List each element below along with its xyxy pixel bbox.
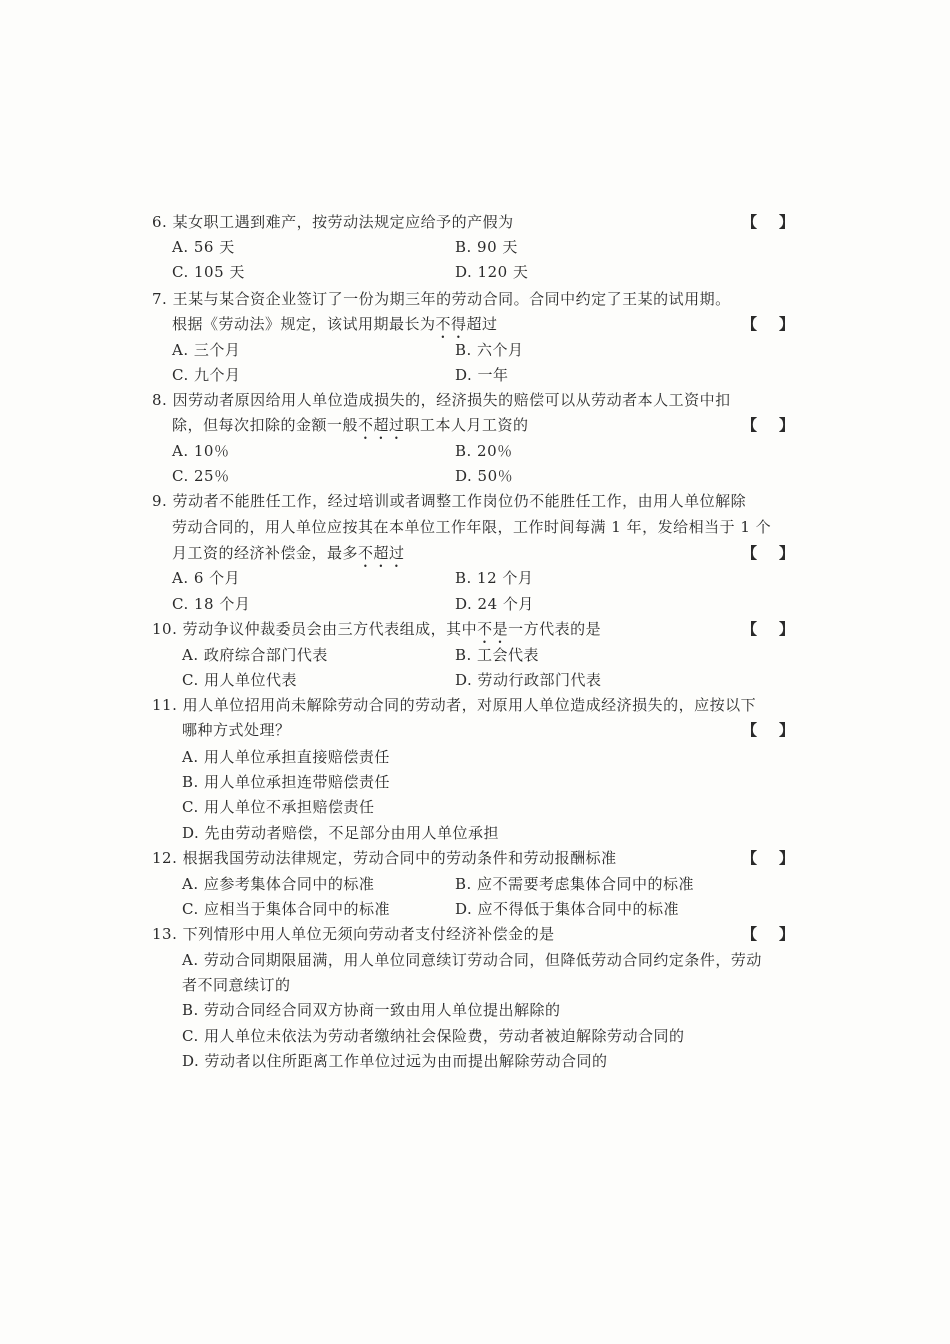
- q9-option-b: B. 12 个月: [455, 569, 534, 587]
- q12-option-a: A. 应参考集体合同中的标准: [182, 875, 375, 893]
- q13-stem: 13. 下列情形中用人单位无须向劳动者支付经济补偿金的是: [152, 925, 555, 943]
- q13-option-a-line1: A. 劳动合同期限届满，用人单位同意续订劳动合同，但降低劳动合同约定条件，劳动: [182, 951, 762, 969]
- q9-answer-bracket: 【】: [742, 544, 817, 562]
- q6-option-b: B. 90 天: [455, 238, 518, 256]
- q9-stem-line1: 9. 劳动者不能胜任工作，经过培训或者调整工作岗位仍不能胜任工作，由用人单位解除: [152, 492, 747, 510]
- q8-stem-line2: [172, 415, 529, 443]
- q12-stem: 12. 根据我国劳动法律规定，劳动合同中的劳动条件和劳动报酬标准: [152, 849, 617, 867]
- q10-stem-pre: 10. 劳动争议仲裁委员会由三方代表组成，其中: [152, 620, 478, 638]
- q12-option-c: C. 应相当于集体合同中的标准: [182, 900, 390, 918]
- q6-answer-bracket: 【】: [742, 213, 817, 231]
- q8-stem-pre: 除，但每次扣除的金额一般: [172, 416, 359, 434]
- q8-stem-post: 职工本人月工资的: [404, 416, 529, 434]
- q10-option-b: B. 工会代表: [455, 646, 540, 664]
- q13-option-c: C. 用人单位未依法为劳动者缴纳社会保险费，劳动者被迫解除劳动合同的: [182, 1027, 685, 1045]
- q9-stem-line3: [172, 543, 405, 571]
- q7-answer-bracket: 【】: [742, 315, 817, 333]
- q10-stem: [152, 619, 601, 647]
- q9-stem-pre: 月工资的经济补偿金，最多: [172, 544, 359, 562]
- q7-option-b: B. 六个月: [455, 341, 524, 359]
- q11-answer-bracket: 【】: [742, 721, 817, 739]
- q9-stem-line2: 劳动合同的，用人单位应按其在本单位工作年限，工作时间每满 1 年，发给相当于 1 个: [172, 518, 772, 536]
- q7-stem-post: 超过: [466, 315, 498, 333]
- q7-option-a: A. 三个月: [172, 341, 241, 359]
- q8-option-b: B. 20％: [455, 442, 513, 460]
- q13-answer-bracket: 【】: [742, 925, 817, 943]
- q8-option-a: A. 10％: [172, 442, 230, 460]
- q10-option-a: A. 政府综合部门代表: [182, 646, 328, 664]
- q6-option-c: C. 105 天: [172, 263, 245, 281]
- q8-option-c: C. 25％: [172, 467, 230, 485]
- q9-option-d: D. 24 个月: [455, 595, 534, 613]
- q7-option-d: D. 一年: [455, 366, 509, 384]
- q7-stem-line1: 7. 王某与某合资企业签订了一份为期三年的劳动合同。合同中约定了王某的试用期。: [152, 290, 731, 308]
- q11-option-d: D. 先由劳动者赔偿，不足部分由用人单位承担: [182, 824, 500, 842]
- q6-stem: 6. 某女职工遇到难产，按劳动法规定应给予的产假为: [152, 213, 514, 231]
- q11-option-a: A. 用人单位承担直接赔偿责任: [182, 748, 390, 766]
- q12-answer-bracket: 【】: [742, 849, 817, 867]
- q8-stem-emphasis: 不超过: [358, 416, 405, 434]
- q13-option-a-line2: 者不同意续订的: [182, 976, 291, 994]
- q10-answer-bracket: 【】: [742, 620, 817, 638]
- q13-option-b: B. 劳动合同经合同双方协商一致由用人单位提出解除的: [182, 1001, 561, 1019]
- q10-stem-post: 一方代表的是: [508, 620, 602, 638]
- q11-stem-line2: 哪种方式处理？: [182, 721, 291, 739]
- q12-option-b: B. 应不需要考虑集体合同中的标准: [455, 875, 695, 893]
- q7-option-c: C. 九个月: [172, 366, 241, 384]
- q8-option-d: D. 50％: [455, 467, 514, 485]
- q9-stem-emphasis: 不超过: [358, 544, 405, 562]
- q7-stem-emphasis: 不得: [435, 315, 467, 333]
- q11-option-b: B. 用人单位承担连带赔偿责任: [182, 773, 391, 791]
- q10-option-d: D. 劳动行政部门代表: [455, 671, 602, 689]
- q9-option-a: A. 6 个月: [172, 569, 241, 587]
- q7-stem-pre: 根据《劳动法》规定，该试用期最长为: [172, 315, 436, 333]
- q11-option-c: C. 用人单位不承担赔偿责任: [182, 798, 375, 816]
- q12-option-d: D. 应不得低于集体合同中的标准: [455, 900, 680, 918]
- q8-answer-bracket: 【】: [742, 416, 817, 434]
- q10-stem-emphasis: 不是: [477, 620, 509, 638]
- q10-option-c: C. 用人单位代表: [182, 671, 297, 689]
- q7-stem-line2: [172, 314, 498, 342]
- q6-option-d: D. 120 天: [455, 263, 529, 281]
- q11-stem-line1: 11. 用人单位招用尚未解除劳动合同的劳动者，对原用人单位造成经济损失的，应按以下: [152, 696, 757, 714]
- q13-option-d: D. 劳动者以住所距离工作单位过远为由而提出解除劳动合同的: [182, 1052, 608, 1070]
- q9-option-c: C. 18 个月: [172, 595, 251, 613]
- q8-stem-line1: 8. 因劳动者原因给用人单位造成损失的，经济损失的赔偿可以从劳动者本人工资中扣: [152, 391, 731, 409]
- q6-option-a: A. 56 天: [172, 238, 235, 256]
